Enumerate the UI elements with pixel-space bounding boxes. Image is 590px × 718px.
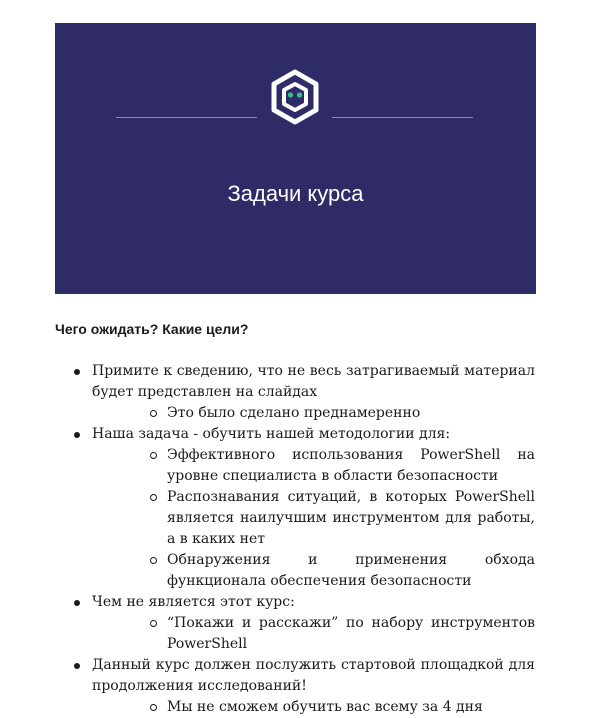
sub-list-item-text: Распознавания ситуаций, в которых PowerShell является наилучшим инструментом для работы, а в каких нет bbox=[167, 489, 535, 547]
list-item-text: Примите к сведению, что не весь затрагиваемый материал будет представлен на слайдах bbox=[92, 363, 535, 400]
sub-list-item bbox=[92, 550, 535, 592]
banner-divider-left bbox=[116, 117, 257, 118]
sub-list-item bbox=[92, 403, 535, 424]
goals-list bbox=[55, 361, 535, 718]
sub-list-item-text: “Покажи и расскажи” по набору инструментов PowerShell bbox=[167, 615, 535, 652]
sub-list-item-text: Это было сделано преднамеренно bbox=[167, 405, 421, 421]
slide-title: Задачи курса bbox=[227, 181, 364, 206]
sub-list-item bbox=[92, 697, 535, 718]
banner-divider-right bbox=[332, 117, 473, 118]
sub-list-item-text: Мы не сможем обучить вас всему за 4 дня bbox=[167, 699, 483, 715]
hexagon-robot-icon bbox=[270, 69, 320, 125]
sub-list-item bbox=[92, 613, 535, 655]
list-item-text: Наша задача - обучить нашей методологии для: bbox=[92, 426, 451, 442]
list-item-text: Данный курс должен послужить стартовой площадкой для продолжения исследований! bbox=[92, 657, 535, 694]
list-item bbox=[55, 361, 535, 424]
sub-list-item-text: Эффективного использования PowerShell на уровне специалиста в области безопасности bbox=[167, 447, 535, 484]
list-item bbox=[55, 424, 535, 592]
list-item bbox=[55, 592, 535, 655]
sub-list-item bbox=[92, 487, 535, 550]
sub-list-item-text: Обнаружения и применения обхода функционала обеспечения безопасности bbox=[167, 552, 535, 589]
sub-list-item bbox=[92, 445, 535, 487]
list-item-text: Чем не является этот курс: bbox=[92, 594, 295, 610]
list-item bbox=[55, 655, 535, 718]
title-slide-banner bbox=[55, 23, 536, 294]
section-heading: Чего ожидать? Какие цели? bbox=[55, 321, 249, 337]
